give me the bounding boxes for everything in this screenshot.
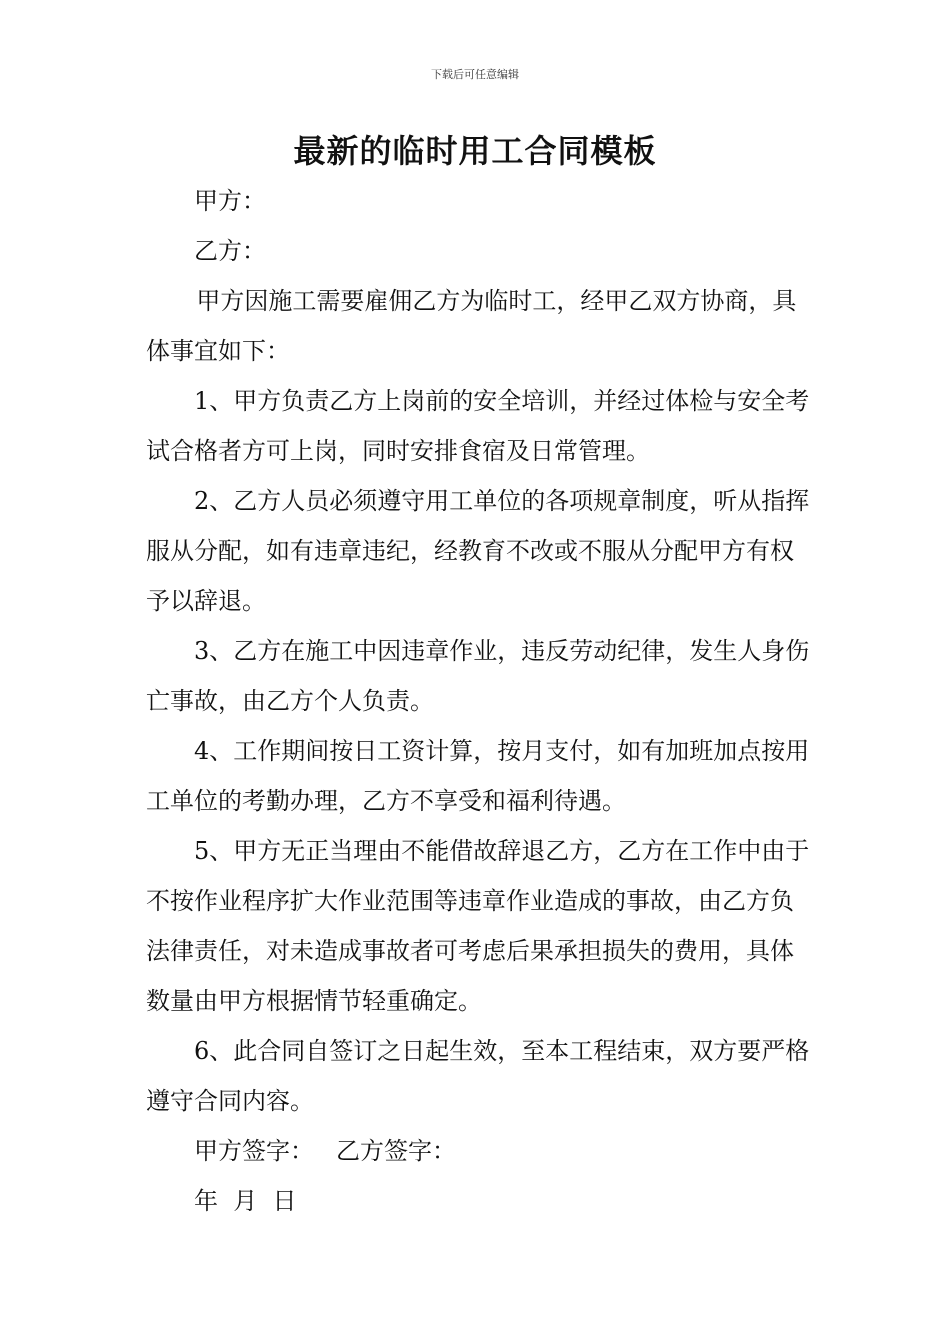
document-title: 最新的临时用工合同模板 [293, 132, 657, 170]
clause-3: 3、乙方在施工中因违章作业，违反劳动纪律，发生人身伤亡事故，由乙方个人负责。 [146, 637, 810, 715]
clause-6: 6、此合同自签订之日起生效，至本工程结束，双方要严格遵守合同内容。 [146, 1037, 810, 1115]
clause-2: 2、乙方人员必须遵守用工单位的各项规章制度，听从指挥服从分配，如有违章违纪，经教育不改或不服从分配甲方有权予以辞退。 [146, 487, 810, 615]
date-line: 年 月 日 [194, 1187, 297, 1215]
document-body [146, 176, 814, 1226]
party-b-line: 乙方： [194, 237, 266, 265]
clause-5: 5、甲方无正当理由不能借故辞退乙方，乙方在工作中由于不按作业程序扩大作业范围等违章作业造成的事故，由乙方负法律责任，对未造成事故者可考虑后果承担损失的费用，具体数量由甲方根据情节轻重确定。 [146, 837, 810, 1015]
header-note: 下载后可任意编辑 [431, 68, 519, 81]
party-b-signature-label: 乙方签字： [336, 1137, 456, 1165]
clause-4: 4、工作期间按日工资计算，按月支付，如有加班加点按用工单位的考勤办理，乙方不享受和福利待遇。 [146, 737, 810, 815]
signature-line [146, 1126, 814, 1176]
clause-1: 1、甲方负责乙方上岗前的安全培训，并经过体检与安全考试合格者方可上岗，同时安排食宿及日常管理。 [146, 387, 810, 465]
intro-paragraph: 甲方因施工需要雇佣乙方为临时工，经甲乙双方协商，具体事宜如下： [146, 287, 797, 365]
party-a-line: 甲方： [194, 187, 266, 215]
party-a-signature-label: 甲方签字： [194, 1137, 314, 1165]
